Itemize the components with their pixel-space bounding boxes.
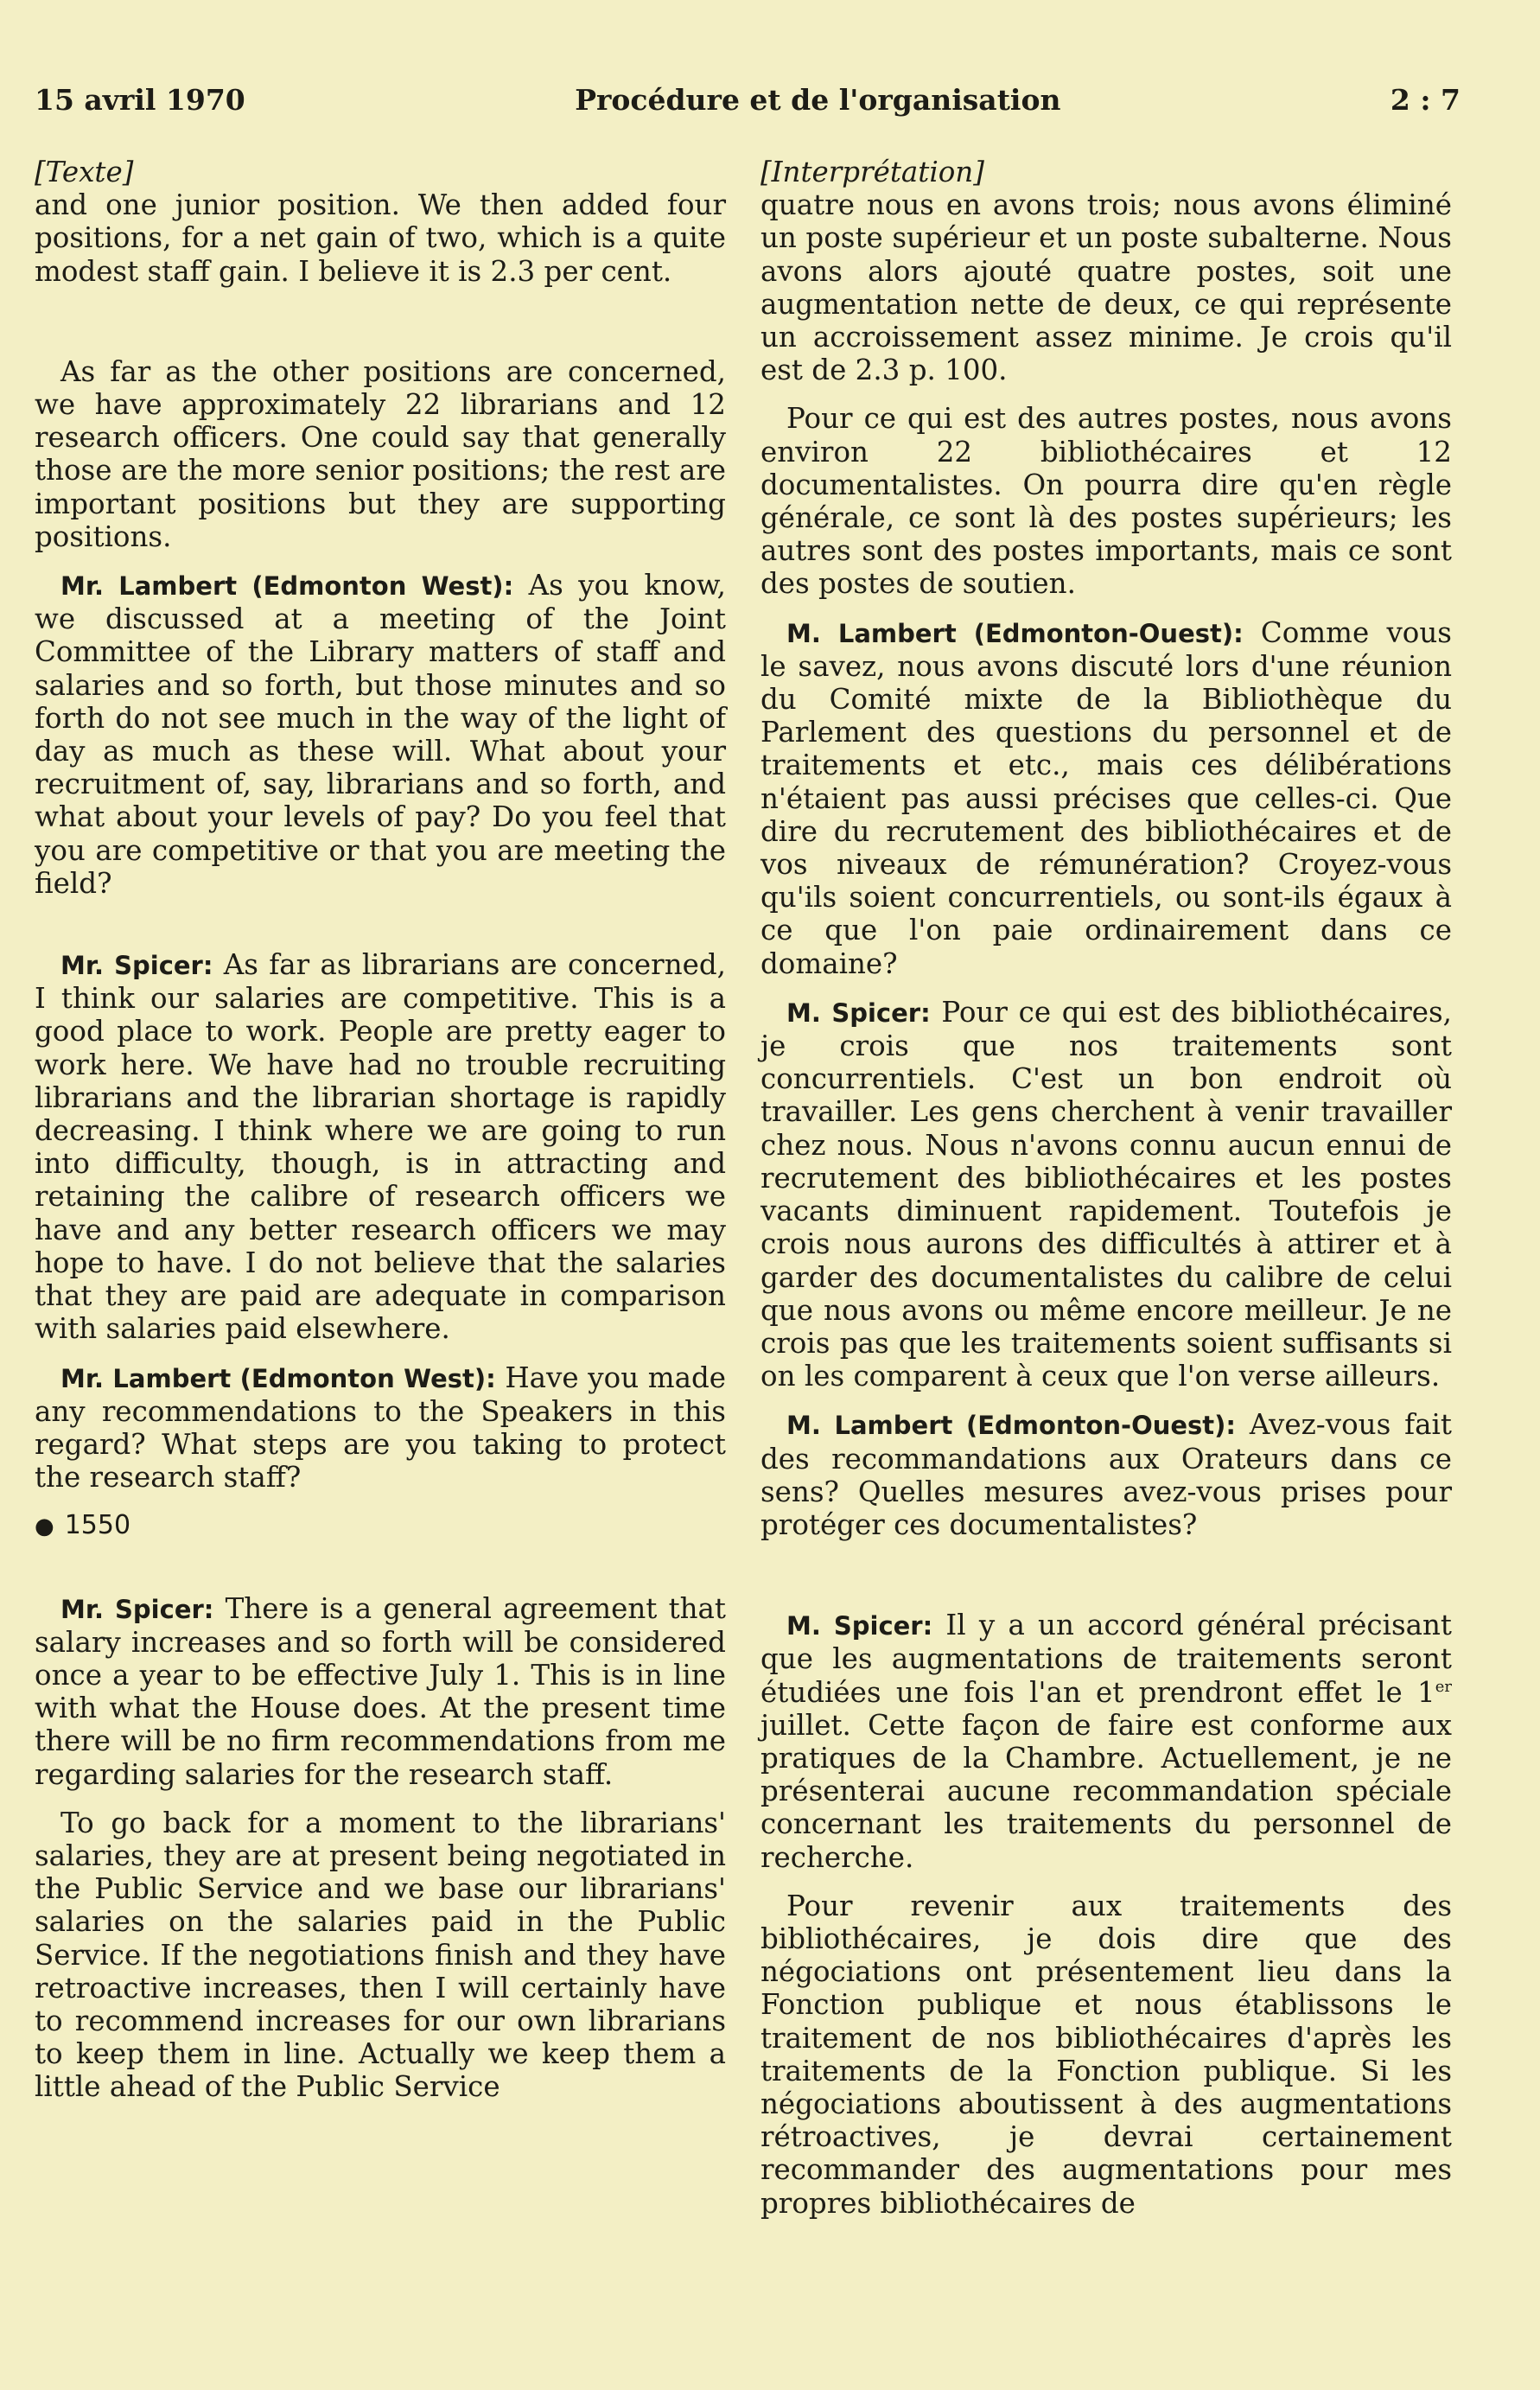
speaker-name: Mr. Lambert (Edmonton West): [60, 1363, 496, 1393]
speech-text: Avez-vous fait des recommandations aux Orateurs dans ce sens? Quelles mesures avez-vous prises pour protéger ces documentalistes? [760, 1408, 1452, 1541]
speech-text: As far as librarians are concerned, I think our salaries are competitive. This is a good place to work. People are pretty eager to work here. We have had no trouble recruiting librarians and the librarian shortage is rapidly decreasing. I think where we are going to run into difficulty, though, is in attracting and retaining the calibre of research officers we have and any better research officers we may hope to have. I do not believe that the salaries that they are paid are adequate in comparison with salaries paid elsewhere. [35, 948, 727, 1346]
header-date: 15 avril 1970 [35, 83, 245, 117]
paragraph: As far as the other positions are concerned, we have approximately 22 librarians and 12 research officers. One could say that generally those are the more senior positions; the rest are important positions but they are supporting positions. [35, 354, 726, 553]
speaker-name: M. Spicer: [786, 1611, 933, 1641]
paragraph [760, 616, 1452, 980]
running-head [35, 83, 1460, 117]
speech-text: As you know, we discussed at a meeting of the Joint Committee of the Library matters of staff and salaries and so forth, but those minutes and so forth do not see much in the way of the light of day as much as these will. What about your recruitment of, say, librarians and so forth, and what about your levels of pay? Do you feel that you are competitive or that you are meeting the field? [35, 569, 726, 900]
time-marker-value: 1550 [64, 1510, 131, 1541]
english-column [35, 156, 726, 2104]
paragraph [760, 1408, 1452, 1541]
speech-text: Il y a un accord général précisant que les augmentations de traitements seront étudiées une fois l'an et prendront effet le 1 [760, 1609, 1452, 1709]
speech-text: Have you made any recommendations to the Speakers in this regard? What steps are you taking to protect the research staff? [35, 1361, 726, 1495]
bullet-icon: ● [35, 1514, 54, 1540]
superscript: er [1435, 1677, 1452, 1696]
speech-text: There is a general agreement that salary increases and so forth will be considered once a year to be effective July 1. This is in line with what the House does. At the present time there will be no firm recommendations from me regarding salaries for the research staff. [35, 1591, 726, 1791]
column-label-texte: [Texte] [35, 156, 134, 188]
speech-text: juillet. Cette façon de faire est conforme aux pratiques de la Chambre. Actuellement, je ne présenterai aucune recommandation spéciale concernant les traitements du personnel de recherche. [760, 1708, 1452, 1874]
speaker-name: Mr. Lambert (Edmonton West): [60, 571, 514, 602]
paragraph: Pour revenir aux traitements des bibliothécaires, je dois dire que des négociations ont présentement lieu dans la Fonction publique et nous établissons le traitement de nos bibliothécaires d'après les traitements de la Fonction publique. Si les négociations aboutissent à des augmentations rétroactives, je devrai certainement recommander des augmentations pour mes propres bibliothécaires de [760, 1889, 1452, 2220]
speaker-name: Mr. Spicer: [60, 1594, 214, 1624]
paragraph: quatre nous en avons trois; nous avons éliminé un poste supérieur et un poste subalterne. Nous avons alors ajouté quatre postes, soit une augmentation nette de deux, ce qui représente un accroissement assez minime. Je crois qu'il est de 2.3 p. 100. [760, 188, 1452, 387]
speech-text: Pour ce qui est des bibliothécaires, je crois que nos traitements sont concurrentiels. C'est un bon endroit où travailler. Les gens cherchent à venir travailler chez nous. Nous n'avons connu aucun ennui de recrutement des bibliothécaires et les postes vacants diminuent rapidement. Toutefois je crois nous aurons des difficultés à attirer et à garder des documentalistes du calibre de celui que nous avons ou même encore meilleur. Je ne crois pas que les traitements soient suffisants si on les comparent à ceux que l'on verse ailleurs. [760, 995, 1452, 1393]
speaker-name: M. Lambert (Edmonton-Ouest): [786, 618, 1244, 648]
french-column [760, 156, 1452, 2220]
time-marker [35, 1509, 726, 1543]
paragraph: Pour ce qui est des autres postes, nous avons environ 22 bibliothécaires et 12 documentalistes. On pourra dire qu'en règle générale, ce sont là des postes supérieurs; les autres sont des postes importants, mais ce sont des postes de soutien. [760, 402, 1452, 601]
paragraph [760, 1609, 1452, 1874]
speaker-name: Mr. Spicer: [60, 951, 213, 981]
header-page-number: 2 : 7 [1390, 83, 1460, 117]
speech-text: Comme vous le savez, nous avons discuté lors d'une réunion du Comité mixte de la Bibliothèque du Parlement des questions du personnel et de traitements et etc., mais ces délibérations n'étaient pas aussi précises que celles-ci. Que dire du recrutement des bibliothécaires et de vos niveaux de rémunération? Croyez-vous qu'ils soient concurrentiels, ou sont-ils égaux à ce que l'on paie ordinairement dans ce domaine? [760, 615, 1452, 980]
speaker-name: M. Lambert (Edmonton-Ouest): [786, 1411, 1237, 1441]
paragraph [35, 948, 726, 1345]
paragraph [35, 569, 726, 900]
paragraph [35, 1592, 726, 1791]
paragraph: and one junior position. We then added four positions, for a net gain of two, which is a quite modest staff gain. I believe it is 2.3 per cent. [35, 188, 726, 288]
speaker-name: M. Spicer: [786, 997, 931, 1028]
header-title: Procédure et de l'organisation [575, 83, 1061, 117]
paragraph [760, 996, 1452, 1393]
paragraph: To go back for a moment to the librarians' salaries, they are at present being negotiated in the Public Service and we base our librarians' salaries on the salaries paid in the Public Service. If the negotiations finish and they have retroactive increases, then I will certainly have to recommend increases for our own librarians to keep them in line. Actually we keep them a little ahead of the Public Service [35, 1806, 726, 2104]
paragraph [35, 1361, 726, 1495]
column-label-interpretation: [Interprétation] [760, 156, 984, 188]
